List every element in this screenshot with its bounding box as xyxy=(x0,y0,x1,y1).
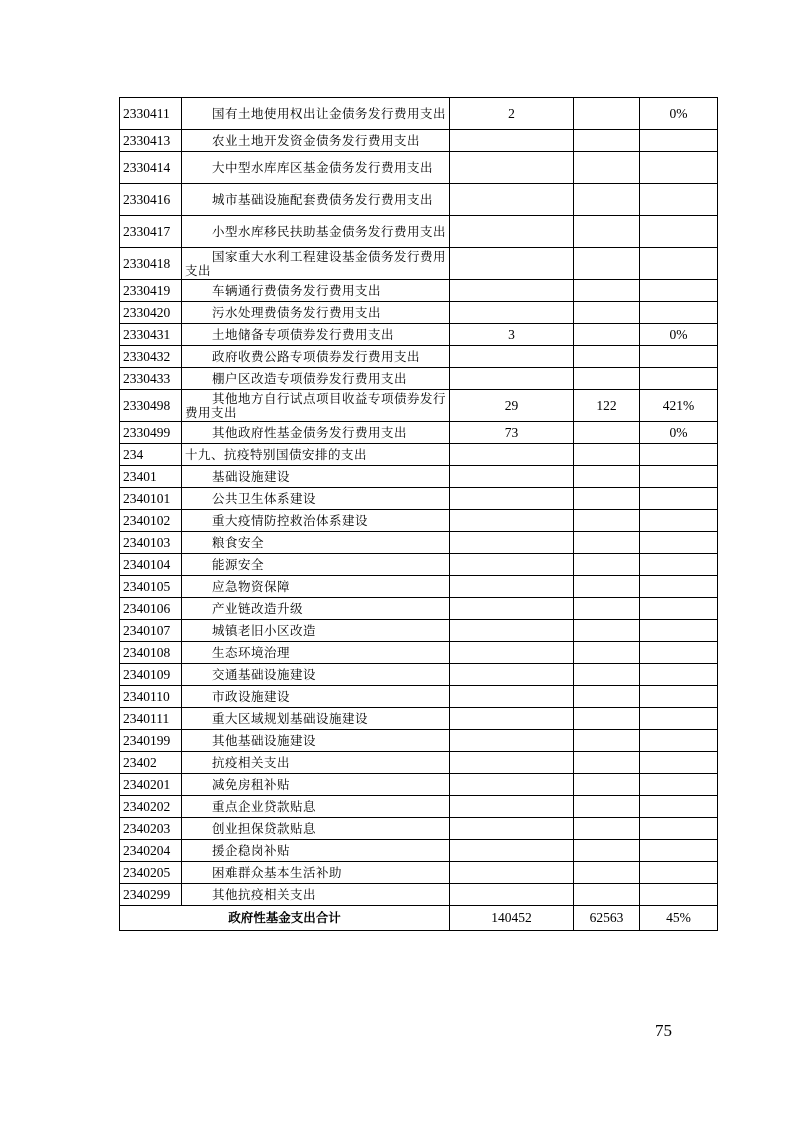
table-row xyxy=(120,884,718,906)
row-ratio xyxy=(640,686,718,708)
table-row xyxy=(120,390,718,422)
row-actual xyxy=(574,818,640,840)
row-code: 2330416 xyxy=(120,184,182,216)
table-row xyxy=(120,840,718,862)
row-actual xyxy=(574,598,640,620)
row-name: 国有土地使用权出让金债务发行费用支出 xyxy=(182,98,450,130)
row-budget xyxy=(450,598,574,620)
row-code: 2330418 xyxy=(120,248,182,280)
total-row xyxy=(120,906,718,931)
row-ratio: 0% xyxy=(640,422,718,444)
row-budget xyxy=(450,444,574,466)
row-name: 减免房租补贴 xyxy=(182,774,450,796)
row-code: 2330414 xyxy=(120,152,182,184)
row-budget xyxy=(450,620,574,642)
row-actual xyxy=(574,248,640,280)
row-actual xyxy=(574,620,640,642)
row-actual xyxy=(574,642,640,664)
row-budget xyxy=(450,686,574,708)
row-name: 困难群众基本生活补助 xyxy=(182,862,450,884)
row-budget xyxy=(450,152,574,184)
fund-expenditure-table xyxy=(119,97,718,931)
row-actual xyxy=(574,368,640,390)
table-row xyxy=(120,130,718,152)
table-row xyxy=(120,216,718,248)
row-name: 国家重大水利工程建设基金债务发行费用支出 xyxy=(182,248,450,280)
row-ratio xyxy=(640,216,718,248)
row-actual xyxy=(574,532,640,554)
row-budget: 2 xyxy=(450,98,574,130)
row-code: 2330498 xyxy=(120,390,182,422)
row-ratio xyxy=(640,248,718,280)
row-budget xyxy=(450,510,574,532)
row-ratio xyxy=(640,598,718,620)
row-code: 2340110 xyxy=(120,686,182,708)
row-ratio xyxy=(640,840,718,862)
row-name: 其他基础设施建设 xyxy=(182,730,450,752)
row-actual xyxy=(574,152,640,184)
row-budget xyxy=(450,466,574,488)
table-row xyxy=(120,368,718,390)
row-code: 23402 xyxy=(120,752,182,774)
row-name: 其他地方自行试点项目收益专项债券发行费用支出 xyxy=(182,390,450,422)
row-name: 大中型水库库区基金债务发行费用支出 xyxy=(182,152,450,184)
row-actual xyxy=(574,884,640,906)
row-code: 2340199 xyxy=(120,730,182,752)
row-budget xyxy=(450,664,574,686)
row-code: 2340203 xyxy=(120,818,182,840)
row-ratio xyxy=(640,510,718,532)
row-code: 2330413 xyxy=(120,130,182,152)
row-budget xyxy=(450,818,574,840)
row-code: 2330419 xyxy=(120,280,182,302)
row-actual xyxy=(574,444,640,466)
row-code: 2340104 xyxy=(120,554,182,576)
row-ratio xyxy=(640,488,718,510)
row-actual xyxy=(574,774,640,796)
row-actual xyxy=(574,554,640,576)
row-actual xyxy=(574,730,640,752)
row-ratio xyxy=(640,752,718,774)
row-code: 2340108 xyxy=(120,642,182,664)
row-actual xyxy=(574,216,640,248)
row-actual xyxy=(574,862,640,884)
table-row xyxy=(120,532,718,554)
row-code: 2330432 xyxy=(120,346,182,368)
row-code: 2340105 xyxy=(120,576,182,598)
row-actual xyxy=(574,686,640,708)
row-ratio xyxy=(640,884,718,906)
table-row xyxy=(120,796,718,818)
row-budget: 3 xyxy=(450,324,574,346)
row-ratio xyxy=(640,130,718,152)
row-code: 2330411 xyxy=(120,98,182,130)
row-ratio xyxy=(640,280,718,302)
row-budget xyxy=(450,642,574,664)
table-row xyxy=(120,576,718,598)
row-name: 交通基础设施建设 xyxy=(182,664,450,686)
row-ratio xyxy=(640,554,718,576)
table-row xyxy=(120,488,718,510)
row-name: 土地储备专项债券发行费用支出 xyxy=(182,324,450,346)
row-ratio xyxy=(640,346,718,368)
row-budget xyxy=(450,708,574,730)
row-name: 应急物资保障 xyxy=(182,576,450,598)
row-code: 2330499 xyxy=(120,422,182,444)
table-row xyxy=(120,466,718,488)
row-name: 十九、抗疫特别国债安排的支出 xyxy=(182,444,450,466)
table-row xyxy=(120,554,718,576)
row-budget xyxy=(450,774,574,796)
row-ratio: 0% xyxy=(640,324,718,346)
table-row xyxy=(120,444,718,466)
table-row xyxy=(120,510,718,532)
table-row xyxy=(120,280,718,302)
table-row xyxy=(120,422,718,444)
row-name: 抗疫相关支出 xyxy=(182,752,450,774)
row-name: 城市基础设施配套费债务发行费用支出 xyxy=(182,184,450,216)
table-row xyxy=(120,642,718,664)
row-code: 2340111 xyxy=(120,708,182,730)
row-budget xyxy=(450,346,574,368)
row-code: 2340201 xyxy=(120,774,182,796)
table-row xyxy=(120,686,718,708)
row-budget xyxy=(450,576,574,598)
row-name: 车辆通行费债务发行费用支出 xyxy=(182,280,450,302)
row-code: 2340101 xyxy=(120,488,182,510)
row-ratio xyxy=(640,818,718,840)
row-actual xyxy=(574,302,640,324)
row-code: 2340107 xyxy=(120,620,182,642)
row-actual xyxy=(574,130,640,152)
row-budget xyxy=(450,862,574,884)
row-name: 棚户区改造专项债券发行费用支出 xyxy=(182,368,450,390)
row-budget xyxy=(450,554,574,576)
row-code: 23401 xyxy=(120,466,182,488)
row-name: 其他政府性基金债务发行费用支出 xyxy=(182,422,450,444)
row-name: 产业链改造升级 xyxy=(182,598,450,620)
table-row xyxy=(120,346,718,368)
table-row xyxy=(120,730,718,752)
row-actual xyxy=(574,280,640,302)
row-actual xyxy=(574,510,640,532)
row-name: 援企稳岗补贴 xyxy=(182,840,450,862)
row-budget xyxy=(450,730,574,752)
row-ratio xyxy=(640,664,718,686)
row-budget xyxy=(450,488,574,510)
table-row xyxy=(120,708,718,730)
row-code: 2340202 xyxy=(120,796,182,818)
row-name: 污水处理费债务发行费用支出 xyxy=(182,302,450,324)
table-row xyxy=(120,98,718,130)
row-name: 生态环境治理 xyxy=(182,642,450,664)
row-name: 能源安全 xyxy=(182,554,450,576)
row-budget: 73 xyxy=(450,422,574,444)
page-number: 75 xyxy=(655,1021,672,1040)
table-row xyxy=(120,774,718,796)
table-row xyxy=(120,184,718,216)
row-budget xyxy=(450,248,574,280)
row-code: 2340204 xyxy=(120,840,182,862)
row-name: 粮食安全 xyxy=(182,532,450,554)
row-ratio xyxy=(640,620,718,642)
row-name: 公共卫生体系建设 xyxy=(182,488,450,510)
row-ratio xyxy=(640,368,718,390)
row-budget xyxy=(450,184,574,216)
row-code: 2340106 xyxy=(120,598,182,620)
row-ratio xyxy=(640,466,718,488)
row-actual xyxy=(574,184,640,216)
row-budget xyxy=(450,216,574,248)
row-code: 2330433 xyxy=(120,368,182,390)
row-ratio: 0% xyxy=(640,98,718,130)
row-code: 2340205 xyxy=(120,862,182,884)
row-actual xyxy=(574,840,640,862)
row-actual xyxy=(574,346,640,368)
total-actual: 62563 xyxy=(574,906,640,931)
row-actual xyxy=(574,466,640,488)
row-ratio xyxy=(640,708,718,730)
row-actual xyxy=(574,708,640,730)
row-ratio xyxy=(640,796,718,818)
row-name: 重大疫情防控救治体系建设 xyxy=(182,510,450,532)
row-ratio: 421% xyxy=(640,390,718,422)
row-budget xyxy=(450,280,574,302)
row-budget: 29 xyxy=(450,390,574,422)
row-name: 创业担保贷款贴息 xyxy=(182,818,450,840)
table-row xyxy=(120,152,718,184)
table-row xyxy=(120,620,718,642)
row-code: 2340103 xyxy=(120,532,182,554)
row-ratio xyxy=(640,444,718,466)
table-row xyxy=(120,862,718,884)
row-actual xyxy=(574,664,640,686)
row-name: 基础设施建设 xyxy=(182,466,450,488)
total-ratio: 45% xyxy=(640,906,718,931)
row-ratio xyxy=(640,302,718,324)
row-ratio xyxy=(640,642,718,664)
row-name: 重大区域规划基础设施建设 xyxy=(182,708,450,730)
row-code: 2330417 xyxy=(120,216,182,248)
row-code: 2330420 xyxy=(120,302,182,324)
row-ratio xyxy=(640,862,718,884)
row-ratio xyxy=(640,730,718,752)
row-actual xyxy=(574,796,640,818)
row-ratio xyxy=(640,184,718,216)
total-label: 政府性基金支出合计 xyxy=(120,906,450,931)
row-name: 农业土地开发资金债务发行费用支出 xyxy=(182,130,450,152)
total-budget: 140452 xyxy=(450,906,574,931)
row-budget xyxy=(450,840,574,862)
row-actual xyxy=(574,98,640,130)
row-ratio xyxy=(640,576,718,598)
table-body xyxy=(120,98,718,906)
table-row xyxy=(120,664,718,686)
row-code: 2330431 xyxy=(120,324,182,346)
row-budget xyxy=(450,532,574,554)
row-name: 其他抗疫相关支出 xyxy=(182,884,450,906)
row-name: 重点企业贷款贴息 xyxy=(182,796,450,818)
row-budget xyxy=(450,752,574,774)
row-code: 2340109 xyxy=(120,664,182,686)
row-name: 小型水库移民扶助基金债务发行费用支出 xyxy=(182,216,450,248)
table-row xyxy=(120,752,718,774)
row-code: 234 xyxy=(120,444,182,466)
row-name: 市政设施建设 xyxy=(182,686,450,708)
row-actual xyxy=(574,422,640,444)
table-row xyxy=(120,302,718,324)
row-ratio xyxy=(640,152,718,184)
row-budget xyxy=(450,368,574,390)
row-budget xyxy=(450,302,574,324)
row-budget xyxy=(450,130,574,152)
row-ratio xyxy=(640,774,718,796)
row-actual xyxy=(574,488,640,510)
row-actual xyxy=(574,752,640,774)
table-row xyxy=(120,818,718,840)
row-actual: 122 xyxy=(574,390,640,422)
row-budget xyxy=(450,884,574,906)
row-name: 城镇老旧小区改造 xyxy=(182,620,450,642)
table-row xyxy=(120,598,718,620)
table-row xyxy=(120,248,718,280)
row-name: 政府收费公路专项债券发行费用支出 xyxy=(182,346,450,368)
table-row xyxy=(120,324,718,346)
row-ratio xyxy=(640,532,718,554)
row-code: 2340102 xyxy=(120,510,182,532)
row-code: 2340299 xyxy=(120,884,182,906)
row-actual xyxy=(574,324,640,346)
row-budget xyxy=(450,796,574,818)
row-actual xyxy=(574,576,640,598)
